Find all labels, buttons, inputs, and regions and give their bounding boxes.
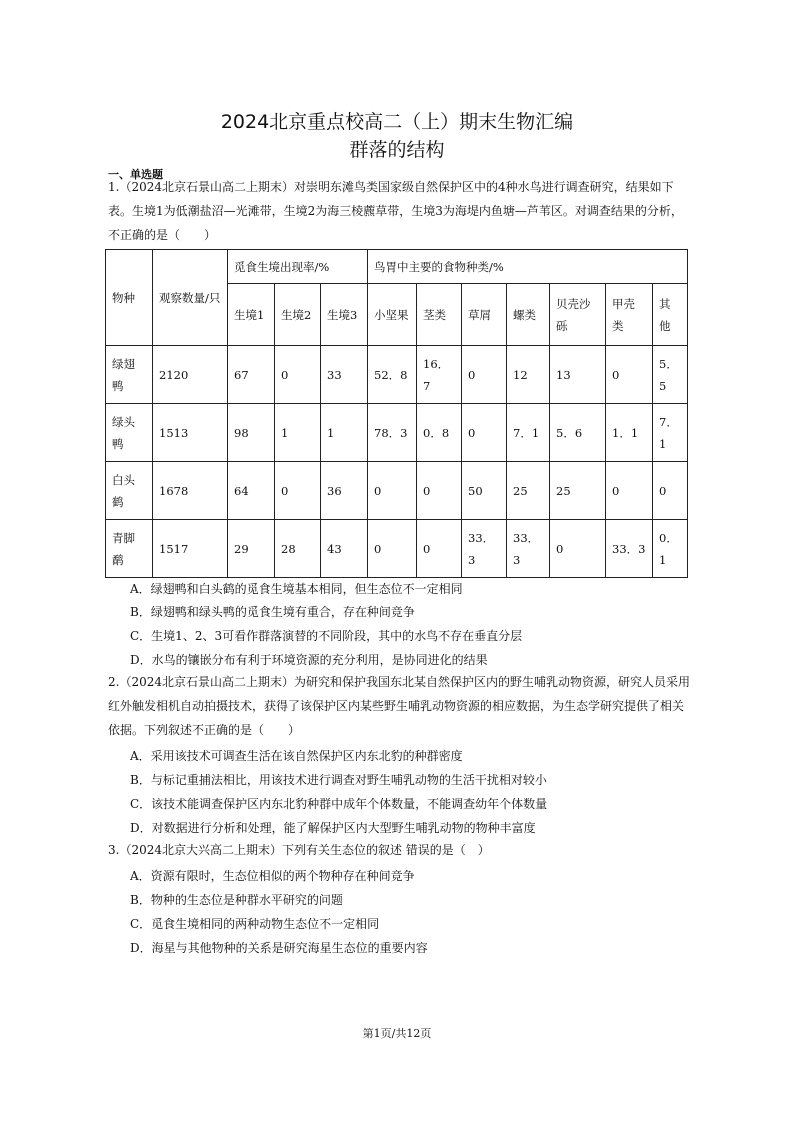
header-count: 观察数量/只: [153, 250, 228, 346]
table-cell: 67: [228, 346, 275, 404]
table-row: [106, 462, 688, 520]
header-habitat: 觅食生境出现率/%: [228, 250, 368, 284]
table-cell: 5．5: [653, 346, 688, 404]
question-2-option-d: D．对数据进行分析和处理，能了解保护区内大型野生哺乳动物的物种丰富度: [130, 821, 536, 835]
table-cell: 0: [462, 404, 507, 462]
subheader: 其他: [653, 284, 688, 346]
table-cell: 0: [653, 462, 688, 520]
species-name: 绿头鸭: [106, 404, 153, 462]
table-cell: 0．8: [417, 404, 462, 462]
table-cell: 0: [417, 462, 462, 520]
question-1-option-b: B．绿翅鸭和绿头鸭的觅食生境有重合，存在种间竞争: [130, 605, 415, 619]
subheader: 生境2: [275, 284, 321, 346]
question-3-option-b: B．物种的生态位是种群水平研究的问题: [130, 893, 343, 907]
table-cell: 1: [275, 404, 321, 462]
table-cell: 98: [228, 404, 275, 462]
table-cell: 0: [275, 462, 321, 520]
table-cell: 1517: [153, 520, 228, 578]
table-cell: 0: [606, 346, 653, 404]
table-cell: 33．3: [606, 520, 653, 578]
question-2-option-b: B．与标记重捕法相比，用该技术进行调查对野生哺乳动物的生活干扰相对较小: [130, 773, 547, 787]
question-1-option-d: D．水鸟的镶嵌分布有利于环境资源的充分利用，是协同进化的结果: [130, 653, 488, 667]
table-cell: 12: [507, 346, 550, 404]
table-cell: 16．7: [417, 346, 462, 404]
table-cell: 0: [368, 520, 417, 578]
table-cell: 0．1: [653, 520, 688, 578]
header-food: 鸟胃中主要的食物种类/%: [368, 250, 688, 284]
table-cell: 7．1: [653, 404, 688, 462]
table-cell: 50: [462, 462, 507, 520]
table-cell: 0: [606, 462, 653, 520]
table-cell: 36: [321, 462, 368, 520]
question-1-option-c: C．生境1、2、3可看作群落演替的不同阶段，其中的水鸟不存在垂直分层: [130, 629, 523, 643]
subheader: 草屑: [462, 284, 507, 346]
table-cell: 1: [321, 404, 368, 462]
subheader: 生境3: [321, 284, 368, 346]
table-row: [106, 520, 688, 578]
question-3-option-d: D．海星与其他物种的关系是研究海星生态位的重要内容: [130, 941, 428, 955]
table-cell: 64: [228, 462, 275, 520]
subheader: 贝壳沙砾: [550, 284, 606, 346]
table-cell: 33．3: [462, 520, 507, 578]
table-row: [106, 404, 688, 462]
table-cell: 2120: [153, 346, 228, 404]
table-cell: 33: [321, 346, 368, 404]
species-name: 绿翅鸭: [106, 346, 153, 404]
survey-table: [105, 249, 688, 578]
table-cell: 33．3: [507, 520, 550, 578]
question-2-option-c: C．该技术能调查保护区内东北豹种群中成年个体数量，不能调查幼年个体数量: [130, 797, 548, 811]
question-3-option-a: A．资源有限时，生态位相似的两个物种存在种间竞争: [130, 869, 415, 883]
table-cell: 0: [550, 520, 606, 578]
table-cell: 7．1: [507, 404, 550, 462]
species-name: 青脚鹬: [106, 520, 153, 578]
question-3-stem: 3.（2024北京大兴高二上期末）下列有关生态位的叙述 错误的是（ ）: [108, 843, 490, 857]
question-3-option-c: C．觅食生境相同的两种动物生态位不一定相同: [130, 917, 380, 931]
table-cell: 1．1: [606, 404, 653, 462]
table-row: [106, 346, 688, 404]
question-1-stem: 1.（2024北京石景山高二上期末）对崇明东滩鸟类国家级自然保护区中的4种水鸟进行调查研究，结果如下表。生境1为低潮盐沼—光滩带，生境2为海三棱藨草带，生境3为海堤内鱼塘—芦苇区。对调查结果的分析，不正确的是（ ）: [108, 180, 683, 242]
page-number: 第1页/共12页: [362, 1027, 432, 1040]
table-cell: 1513: [153, 404, 228, 462]
table-cell: 25: [507, 462, 550, 520]
table-cell: 78．3: [368, 404, 417, 462]
header-species: 物种: [106, 250, 153, 346]
question-2-stem: 2.（2024北京石景山高二上期末）为研究和保护我国东北某自然保护区内的野生哺乳动物资源，研究人员采用红外触发相机自动拍摄技术，获得了该保护区内某些野生哺乳动物资源的相应数据，为生态学研究提供了相关依据。下列叙述不正确的是（ ）: [108, 675, 690, 737]
table-cell: 5．6: [550, 404, 606, 462]
table-cell: 0: [417, 520, 462, 578]
table-cell: 29: [228, 520, 275, 578]
subheader: 生境1: [228, 284, 275, 346]
subheader: 小坚果: [368, 284, 417, 346]
question-2-option-a: A．采用该技术可调查生活在该自然保护区内东北豹的种群密度: [130, 749, 463, 763]
table-cell: 0: [462, 346, 507, 404]
table-cell: 28: [275, 520, 321, 578]
table-cell: 52．8: [368, 346, 417, 404]
document-subtitle: 群落的结构: [349, 139, 445, 161]
subheader: 螺类: [507, 284, 550, 346]
subheader: 茎类: [417, 284, 462, 346]
question-1-option-a: A．绿翅鸭和白头鹤的觅食生境基本相同，但生态位不一定相同: [130, 582, 463, 596]
table-cell: 1678: [153, 462, 228, 520]
table-cell: 25: [550, 462, 606, 520]
document-title: 2024北京重点校高二（上）期末生物汇编: [220, 111, 574, 133]
species-name: 白头鹤: [106, 462, 153, 520]
section-heading: 一、单选题: [108, 168, 163, 181]
table-cell: 0: [275, 346, 321, 404]
table-cell: 0: [368, 462, 417, 520]
table-cell: 43: [321, 520, 368, 578]
table-cell: 13: [550, 346, 606, 404]
subheader: 甲壳类: [606, 284, 653, 346]
